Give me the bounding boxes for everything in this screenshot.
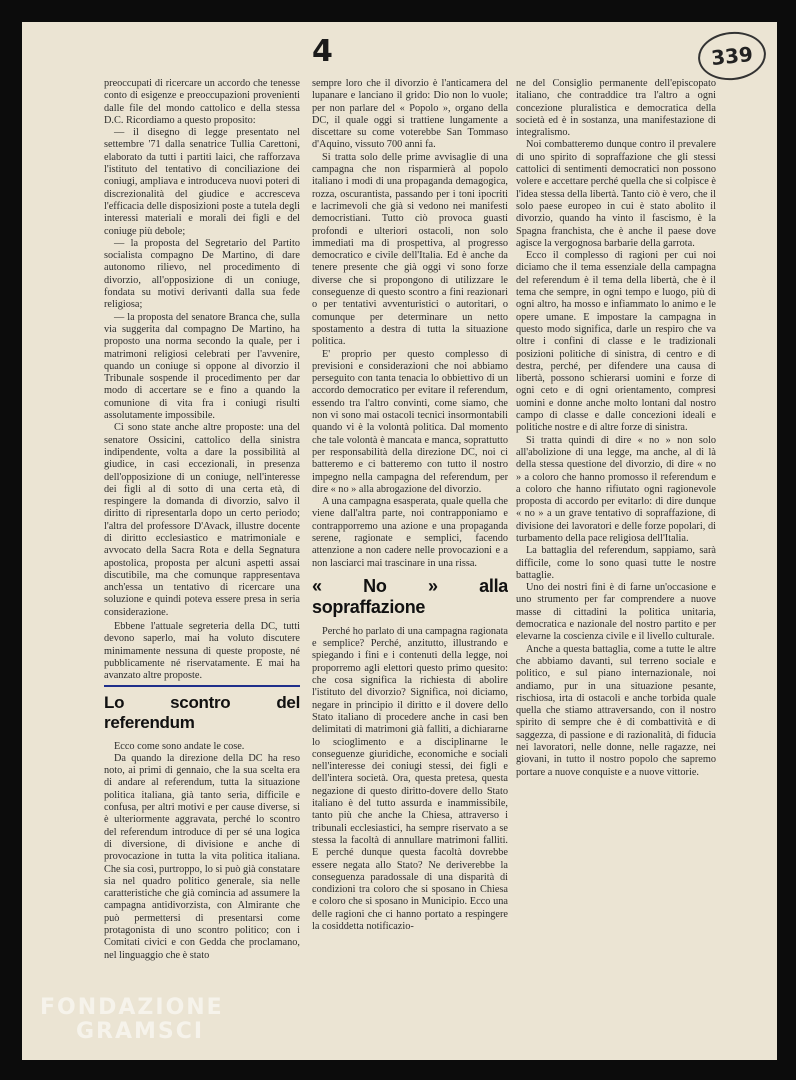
paragraph: preoccupati di ricercare un accordo che tenesse conto di esigenze e preoccupazioni provenienti dalle file del mondo cattolico e della stessa D.C. Ricordiamo a questo proposito: bbox=[104, 78, 300, 126]
paragraph: sempre loro che il divorzio è l'anticamera del lupanare e lanciano il grido: Dio non lo vuole; per non parlare del « Popolo », organo della DC, il quale oggi si trattiene lungamente a discettare su come voterebbe San Tommaso d'Aquino, vissuto 700 anni fa. bbox=[312, 78, 508, 151]
paragraph: La battaglia del referendum, sappiamo, sarà difficile, come lo sono quasi tutte le nostre battaglie. bbox=[516, 545, 716, 581]
paragraph: — la proposta del senatore Branca che, sulla via suggerita dal compagno De Martino, ha proposto una norma secondo la quale, per i matrimoni religiosi celebrati per l'avvenire, quando un coniuge si oppone al divorzio il Tribunale sospende il procedimento per dar modo di accertare se e fino a quando la comunione di vita fra i coniugi risulti assolutamente impossibile. bbox=[104, 311, 300, 422]
paragraph: Da quando la direzione della DC ha reso noto, ai primi di gennaio, che la sua scelta era di andare al referendum, tutta la situazione politica italiana, già tanto seria, difficile e confusa, per altri motivi e per cause diverse, si è ulteriormente aggravata, perché lo scontro del referendum introduce di per sé una logica di diversione, di divisione e anche di provocazione in tutta la vita politica italiana. Che sia così, purtroppo, lo si può già constatare sia nel quadro politico generale, sia nelle caratteristiche che già comincia ad assumere la campagna antidivorzista, con Almirante che può permettersi di presentarsi come protagonista di uno scontro politico; con i Comitati civici e con Gedda che proclamano, nel linguaggio che è stato bbox=[104, 752, 300, 961]
paragraph: Ci sono state anche altre proposte: una del senatore Ossicini, cattolico della sinistra indipendente, volta a dare la possibilità al giudice, in casi eccezionali, in presenza dell'opposizione di un coniuge, nell'interesse dei figli al di sotto di una certa età, di respingere la domanda di divorzio, salvo il diritto di ripresentarla dopo un certo periodo; l'altra del professore D'Avack, illustre docente di diritto ecclesiastico e matrimoniale e avvocato della Sacra Rota e della Segnatura apostolica, proposta per alcuni aspetti assai discutibile, ma che comunque rappresentava anch'essa un tentativo di ricercare una soluzione e quindi poteva essere presa in seria considerazione. bbox=[104, 422, 300, 618]
archive-stamp: 339 bbox=[696, 29, 769, 84]
document-page bbox=[22, 22, 777, 1060]
paragraph: Ecco il complesso di ragioni per cui noi diciamo che il tema essenziale della campagna del referendum è il tema della libertà, che è il tema che sempre, in ogni tempo e luogo, più di ogni altro, ha mosso e infiammato lo animo e le opere umane. E impostare la campagna in questo modo significa, darle un respiro che va oltre i confini di classe e le tradizionali posizioni politiche di sinistra, di centro e di destra, perché, per difendere una causa di libertà, possono schierarsi uomini e forze di ogni ceto e di ogni orientamento, compresi uomini e donne anche molto lontani dal nostro campo di classe e dalle concezioni ideali e politiche nostre e di altre forze di sinistra. bbox=[516, 250, 716, 434]
text-column-2 bbox=[312, 78, 508, 1034]
paragraph: A una campagna esasperata, quale quella che viene dall'altra parte, noi contrapponiamo e contrapporremo una azione e una propaganda serene, ragionate e semplici, facendo attenzione a non cadere nelle provocazioni e a non lasciarci mai trascinare in una rissa. bbox=[312, 496, 508, 569]
paragraph: Perché ho parlato di una campagna ragionata e semplice? Perché, anzitutto, illustrando e spiegando i fini e i contenuti della legge, noi proporremo agli elettori questo primo quesito: che cosa significa la richiesta di abolire l'istituto del divorzio? Significa, noi diciamo, negare in principio il diritto e il dovere dello Stato italiano di procedere anche in casi ben delimitati di matrimoni già falliti, a dichiararne lo scioglimento e a disciplinarne le conseguenze giuridiche, economiche e sociali nell'interesse dei coniugi stessi, dei figli e dell'intera società. Ora, questa pretesa, questa negazione di questo diritto-dovere dello Stato italiano è del tutto assurda e inammissibile, tanto più che anche la Chiesa, attraverso i tribunali ecclesiastici, ha sempre riservato a se stessa la facoltà di annullare matrimoni falliti. E perché dunque questa facoltà dovrebbe essere negata allo Stato? Ne deriverebbe la conseguenza paradossale di una disparità di condizioni tra coloro che si sposano in Chiesa e coloro che si sposano in Municipio. Ecco una delle ragioni che ci hanno portato a respingere la cosiddetta notificazio- bbox=[312, 625, 508, 932]
watermark-logo bbox=[40, 996, 224, 1044]
paragraph: Uno dei nostri fini è di farne un'occasione e uno strumento per far comprendere a nuove masse di cittadini la politica unitaria, democratica e nazionale del nostro partito e per elevarne la coscienza civile e il livello culturale. bbox=[516, 582, 716, 643]
paragraph: Si tratta solo delle prime avvisaglie di una campagna che non risparmierà al popolo italiano i modi di una propaganda demagogica, rozza, oscurantista, passando per i toni ipocriti e lacrimevoli che già si vedono nei manifesti democristiani. Tutto ciò provoca guasti profondi e ulteriori ostacoli, non solo immediati ma di prospettiva, al progresso democratico e civile dell'Italia. Ed è anche da tenere presente che già oggi vi sono forze diverse che si propongono di utilizzare le conseguenze di questo scontro a fini reazionari o per tentativi avventuristici o autoritari, o comunque per determinare un netto spostamento a destra di tutta la situazione politica. bbox=[312, 151, 508, 348]
paragraph: ne del Consiglio permanente dell'episcopato italiano, che contraddice tra l'altro a ogni concezione pluralistica e democratica della società ed è in sostanza, una manifestazione di integralismo. bbox=[516, 78, 716, 139]
highlight-box bbox=[104, 621, 300, 686]
watermark-line-1: FONDAZIONE bbox=[40, 995, 224, 1020]
text-column-3 bbox=[516, 78, 716, 858]
page-number: 4 bbox=[312, 34, 333, 69]
paragraph: Si tratta quindi di dire « no » non solo all'abolizione di una legge, ma anche, al di là della stessa questione del divorzio, di dire « no » a coloro che hanno promosso il referendum e a coloro che hanno rifiutato ogni ragionevole proposta di accordo per evitarlo: di dire dunque « no » a un grave tentativo di sopraffazione, di divisione dei lavoratori e delle forze popolari, di turbamento della pace religiosa dell'Italia. bbox=[516, 434, 716, 544]
paragraph: Noi combatteremo dunque contro il prevalere di uno spirito di sopraffazione che gli stessi cattolici di sentimenti democratici non possono volere e accettare perché quella che si colpisce è l'idea stessa della libertà. Tanto ciò è vero, che il solo paese europeo in cui è stato abolito il divorzio, quando ha vinto il fascismo, è la Spagna franchista, che è anche il paese dove agisce la vergognosa barbarie della garrota. bbox=[516, 139, 716, 249]
paragraph: E' proprio per questo complesso di previsioni e considerazioni che noi abbiamo perseguito con tanta tenacia lo obbiettivo di un accordo democratico per evitare il referendum, essendo tra l'altro convinti, come siamo, che non vi sono mai ostacoli tecnici insormontabili quando vi è la volontà politica. Dal momento che tale volontà è mancata e manca, soprattutto per responsabilità della direzione DC, noi ci batteremo e ci batteremo con tutto il nostro impegno nella campagna del referendum, per dire « no » alla abrogazione del divorzio. bbox=[312, 348, 508, 495]
section-heading: « No » alla sopraffazione bbox=[312, 575, 508, 617]
paragraph: — il disegno di legge presentato nel settembre '71 dalla senatrice Tullia Carettoni, elaborato da tutti i partiti laici, che rafforzava l'istituto del tentativo di conciliazione dei coniugi, ampliava e introduceva nuovi poteri di discrezionalità del giudice e accresceva l'efficacia delle disposizioni poste a tutela degli interessi materiali e morali dei figli e del coniuge più debole; bbox=[104, 127, 300, 237]
paragraph: Ebbene l'attuale segreteria della DC, tutti devono saperlo, mai ha voluto discutere minimamente nessuna di queste proposte, né pubblicamente né riservatamente. E mai ha avanzato altre proposte. bbox=[104, 621, 300, 682]
section-heading: Lo scontro del referendum bbox=[104, 692, 300, 732]
paragraph: Anche a questa battaglia, come a tutte le altre che abbiamo davanti, sul terreno sociale e politico, e sul piano internazionale, noi andiamo, pur in una situazione pesante, rischiosa, irta di ostacoli e anche torbida quale quella che stiamo attraversando, con il nostro spirito di sempre che è di combattività e di saggezza, di passione e di razionalità, di fiducia nei lavoratori, nelle donne, nelle ragazze, nei giovani, in tutto il nostro popolo che sapremo portare a nuove conquiste e a nuove vittorie. bbox=[516, 643, 716, 778]
watermark-line-2: GRAMSCI bbox=[76, 1019, 205, 1044]
paragraph: — la proposta del Segretario del Partito socialista compagno De Martino, di dare autonomo rilievo, nel procedimento di divorzio, all'opposizione di un coniuge, fondata su motivi derivanti dalla sua fede religiosa; bbox=[104, 237, 300, 311]
text-column-1 bbox=[104, 78, 300, 1034]
paragraph: Ecco come sono andate le cose. bbox=[114, 740, 245, 752]
